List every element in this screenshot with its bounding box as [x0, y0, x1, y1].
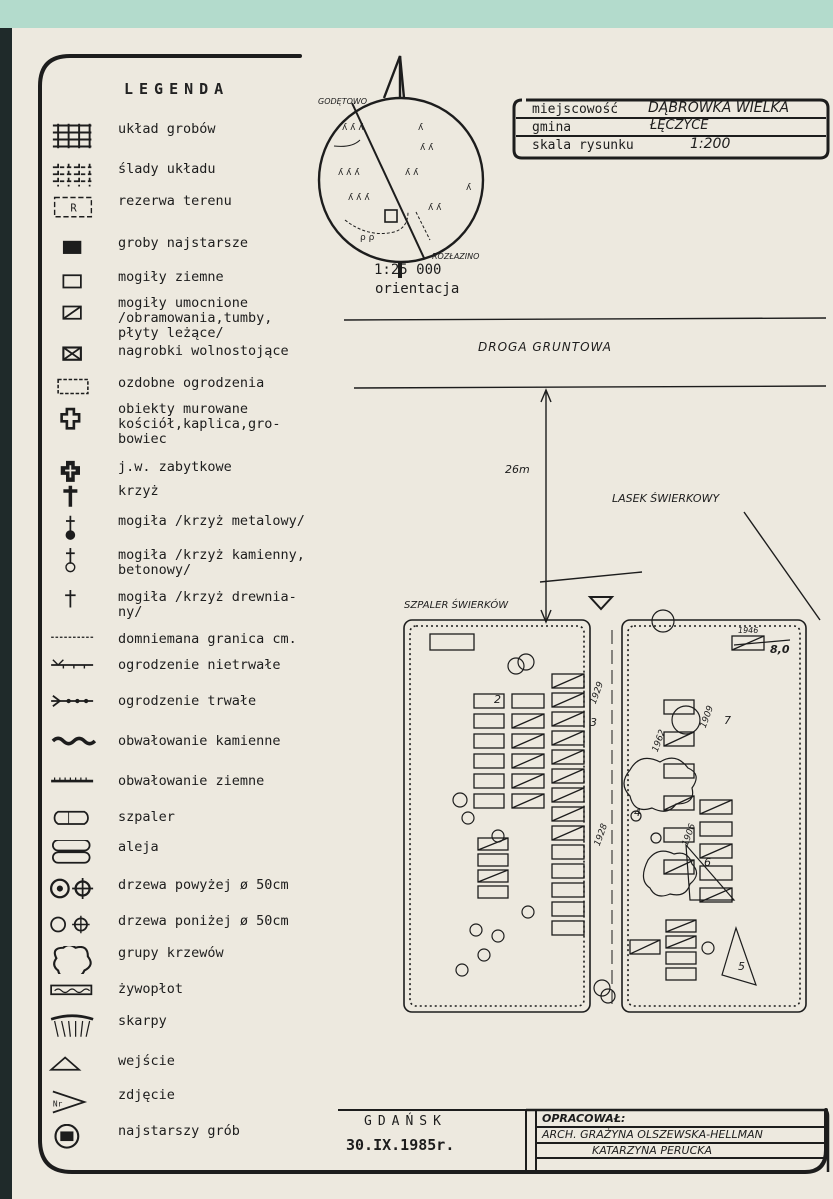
small-tree-icon	[46, 914, 100, 942]
dashed-rect-icon	[46, 376, 100, 404]
year-1929: 1929	[588, 680, 607, 706]
hedge-row-icon	[46, 810, 100, 838]
legend-label: nagrobki wolnostojące	[118, 343, 289, 359]
legend-label: krzyż	[118, 483, 159, 499]
legend-label: obwałowanie ziemne	[118, 773, 265, 789]
author-1: ARCH. GRAŻYNA OLSZEWSKA-HELLMAN	[542, 1128, 763, 1141]
legend-label: aleja	[118, 839, 159, 855]
year-1906: 1906	[680, 822, 699, 848]
avenue-icon	[46, 840, 100, 868]
svg-text:ʎ ʎ: ʎ ʎ	[405, 168, 419, 178]
photo-marker: 4	[634, 806, 641, 819]
legend-label: j.w. zabytkowe	[118, 459, 232, 475]
photo-arrow-icon	[46, 1088, 100, 1116]
legend-label: ogrodzenie nietrwałe	[118, 657, 281, 673]
author-2: KATARZYNA PERUCKA	[592, 1144, 713, 1157]
date-label: 30.IX.1985r.	[346, 1136, 455, 1154]
entrance-triangle-icon	[46, 1054, 100, 1082]
slashed-rect-icon	[46, 296, 100, 324]
hedge-label: SZPALER ŚWIERKÓW	[404, 600, 509, 611]
legend-label: mogiła /krzyż drewnia- ny/	[118, 589, 297, 620]
legend-label: mogiła /krzyż metalowy/	[118, 513, 305, 529]
filled-rect-icon	[46, 236, 100, 264]
legend-label: skarpy	[118, 1013, 167, 1029]
wooden-cross-icon	[46, 590, 100, 618]
orientation-scale: 1:25 000	[374, 262, 442, 278]
legend-label: mogiły ziemne	[118, 269, 224, 285]
large-tree-icon	[46, 878, 100, 906]
photo-marker: 3	[590, 716, 597, 729]
legend-label: drzewa powyżej ø 50cm	[118, 877, 289, 893]
temp-fence-icon	[46, 658, 100, 686]
photo-marker: 2	[494, 693, 501, 706]
legend-label: groby najstarsze	[118, 235, 249, 251]
commune-label: gmina	[532, 120, 572, 135]
cross-icon	[46, 484, 100, 512]
road-label: DROGA GRUNTOWA	[478, 340, 612, 354]
grid-icon	[46, 122, 100, 150]
scale-label: skala rysunku	[532, 138, 634, 153]
reserve-r-icon	[46, 194, 100, 222]
place-rozlazino: ROZŁAZINO	[432, 252, 480, 261]
year-1962: 1962	[650, 728, 669, 754]
legend-label: zdjęcie	[118, 1087, 175, 1103]
svg-text:ʎ: ʎ	[466, 183, 472, 193]
photo-marker: 6	[704, 856, 711, 869]
svg-text:Nr: Nr	[52, 1099, 63, 1109]
legend-label: ozdobne ogrodzenia	[118, 375, 265, 391]
svg-text:ʎ ʎ ʎ: ʎ ʎ ʎ	[342, 123, 364, 133]
oldest-grave-icon	[46, 1124, 100, 1152]
svg-text:ʎ ʎ ʎ: ʎ ʎ ʎ	[348, 193, 370, 203]
year-1928: 1928	[592, 822, 611, 848]
legend-label: obiekty murowane kościół,kaplica,gro- bowiec	[118, 401, 281, 447]
crossed-rect-icon	[46, 344, 100, 372]
commune-value: ŁĘCZYCE	[650, 118, 709, 133]
legend-title: LEGENDA	[124, 80, 230, 98]
stone-embankment-icon	[46, 734, 100, 762]
city-label: GDAŃSK	[364, 1114, 447, 1129]
svg-text:ʎ: ʎ	[418, 123, 424, 133]
legend-label: grupy krzewów	[118, 945, 224, 961]
legend-label: mogiła /krzyż kamienny, betonowy/	[118, 547, 305, 578]
svg-text:R: R	[70, 202, 77, 215]
svg-text:ʎ ʎ: ʎ ʎ	[420, 143, 434, 153]
prepared-label: OPRACOWAŁ:	[542, 1112, 626, 1125]
locality-label: miejscowość	[532, 102, 619, 117]
legend-label: układ grobów	[118, 121, 216, 137]
legend-label: obwałowanie kamienne	[118, 733, 281, 749]
dashed-line-icon	[46, 632, 100, 660]
legend-label: wejście	[118, 1053, 175, 1069]
place-godetowo: GODĘTOWO	[318, 97, 368, 106]
svg-text:ʎ ʎ: ʎ ʎ	[428, 203, 442, 213]
empty-rect-icon	[46, 270, 100, 298]
legend-label: ogrodzenie trwałe	[118, 693, 257, 709]
year-1909: 1909	[698, 704, 717, 730]
trace-grid-icon	[46, 162, 100, 190]
grove-label: LASEK ŚWIERKOWY	[612, 492, 720, 505]
svg-text:ʎ ʎ ʎ: ʎ ʎ ʎ	[338, 168, 360, 178]
church-outline-icon	[46, 402, 100, 430]
distance-label: 26m	[505, 463, 530, 476]
legend-label: ślady układu	[118, 161, 216, 177]
living-fence-icon	[46, 982, 100, 1010]
photo-marker: 5	[738, 960, 745, 973]
scale-value: 1:200	[690, 136, 731, 152]
stone-cross-icon	[46, 548, 100, 576]
legend-label: najstarszy grób	[118, 1123, 240, 1139]
perm-fence-icon	[46, 694, 100, 722]
photo-marker: 7	[724, 714, 731, 727]
year-1946: 1946	[738, 626, 759, 635]
earth-embankment-icon	[46, 774, 100, 802]
dimension-label: 8,0	[770, 643, 790, 656]
legend-label: mogiły umocnione /obramowania,tumby, płyty leżące/	[118, 295, 273, 341]
orientation-label: orientacja	[375, 281, 460, 297]
locality-value: DĄBRÓWKA WIELKA	[648, 100, 790, 116]
metal-cross-icon	[46, 514, 100, 542]
legend-label: rezerwa terenu	[118, 193, 232, 209]
legend-label: domniemana granica cm.	[118, 631, 297, 647]
slope-icon	[46, 1014, 100, 1042]
svg-text:ρ ρ: ρ ρ	[360, 233, 375, 243]
legend-label: szpaler	[118, 809, 175, 825]
legend-label: drzewa poniżej ø 50cm	[118, 913, 289, 929]
legend-label: żywopłot	[118, 981, 184, 997]
shrubs-icon	[46, 946, 100, 974]
